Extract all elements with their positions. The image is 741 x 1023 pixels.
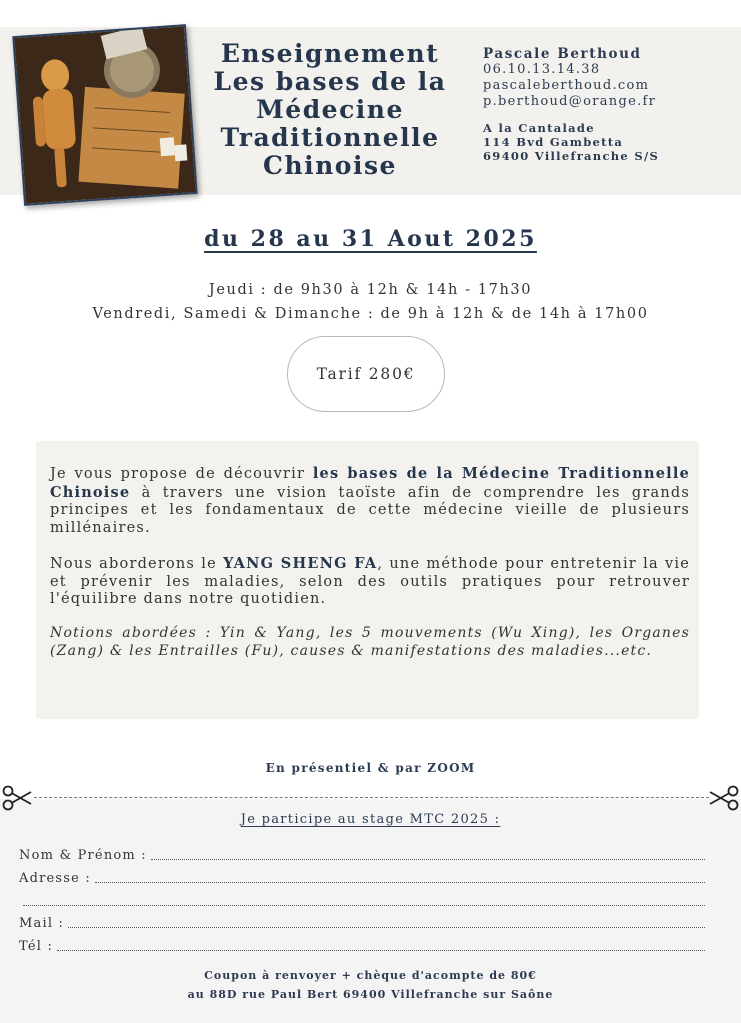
- field-line[interactable]: [95, 882, 705, 883]
- address-field[interactable]: [19, 868, 705, 886]
- title-line: Les bases de la: [213, 67, 447, 96]
- course-dates: [0, 226, 741, 252]
- field-line[interactable]: [23, 905, 705, 906]
- address-line: A la Cantalade: [483, 121, 595, 135]
- title-line: Enseignement: [220, 39, 440, 68]
- method-name: YANG SHENG FA: [223, 555, 378, 572]
- price-badge: Tarif 280€: [287, 336, 445, 412]
- contact-email: p.berthoud@orange.fr: [483, 94, 657, 109]
- intro-paragraph: [50, 465, 690, 537]
- address-line: 69400 Villefranche S/S: [483, 149, 660, 163]
- title-line: Chinoise: [263, 151, 397, 180]
- course-title: [205, 40, 455, 180]
- tel-field[interactable]: [19, 936, 705, 954]
- topics-paragraph: Notions abordées : Yin & Yang, les 5 mouvements (Wu Xing), les Organes (Zang) & les Entrailles (Fu), causes & manifestations des maladies...etc.: [50, 625, 690, 659]
- dates-text: du 28 au 31 Aout 2025: [204, 226, 537, 252]
- coupon-title: Je participe au stage MTC 2025 :: [240, 812, 501, 827]
- contact-name: Pascale Berthoud: [483, 46, 642, 62]
- description-box: [36, 441, 699, 719]
- name-field[interactable]: [19, 845, 705, 863]
- schedule-line: Jeudi : de 9h30 à 12h & 14h - 17h30: [208, 282, 533, 298]
- acupuncture-photo: [12, 24, 197, 206]
- cut-line: [34, 797, 709, 798]
- method-text-end: , une méthode pour entretenir la vie et prévenir les maladies, selon des outils pratiques pour retrouver l'équilibre dans notre quotidien.: [50, 556, 690, 607]
- footer-line: au 88D rue Paul Bert 69400 Villefranche sur Saône: [187, 988, 554, 1001]
- method-text: Nous aborderons le: [50, 556, 224, 572]
- field-label: Nom & Prénom :: [19, 848, 147, 863]
- title-line: Médecine: [256, 95, 404, 124]
- intro-emphasis: les bases de la Médecine Traditionnelle Chinoise: [50, 465, 690, 501]
- schedule: [0, 278, 741, 326]
- field-label: Mail :: [19, 916, 65, 931]
- contact-website: pascaleberthoud.com: [483, 78, 650, 93]
- coupon-footer: [0, 966, 741, 1004]
- contact-phone: 06.10.13.14.38: [483, 62, 601, 77]
- field-line[interactable]: [57, 950, 705, 951]
- address-line: 114 Bvd Gambetta: [483, 135, 624, 149]
- method-paragraph: [50, 555, 690, 609]
- intro-text-end: à travers une vision taoïste afin de comprendre les grands principes et les fondamentaux de cette médecine vieille de plusieurs millénaires.: [50, 484, 690, 536]
- acupuncture-illustration: [14, 26, 195, 203]
- scissors-icon: [2, 785, 32, 811]
- address-continuation-field[interactable]: [19, 891, 705, 909]
- schedule-line: Vendredi, Samedi & Dimanche : de 9h à 12h & de 14h à 17h00: [92, 306, 649, 322]
- contact-block: [483, 46, 733, 163]
- field-label: Adresse :: [19, 871, 91, 886]
- field-line[interactable]: [151, 859, 705, 860]
- mail-field[interactable]: [19, 913, 705, 931]
- title-line: Traditionnelle: [220, 123, 440, 152]
- footer-line: Coupon à renvoyer + chèque d'acompte de 80€: [204, 969, 537, 982]
- field-label: Tél :: [19, 939, 54, 954]
- format-note: En présentiel & par ZOOM: [265, 761, 476, 775]
- scissors-icon: [709, 785, 739, 811]
- intro-text: Je vous propose de découvrir: [50, 466, 313, 482]
- contact-address: [483, 121, 733, 163]
- field-line[interactable]: [68, 927, 705, 928]
